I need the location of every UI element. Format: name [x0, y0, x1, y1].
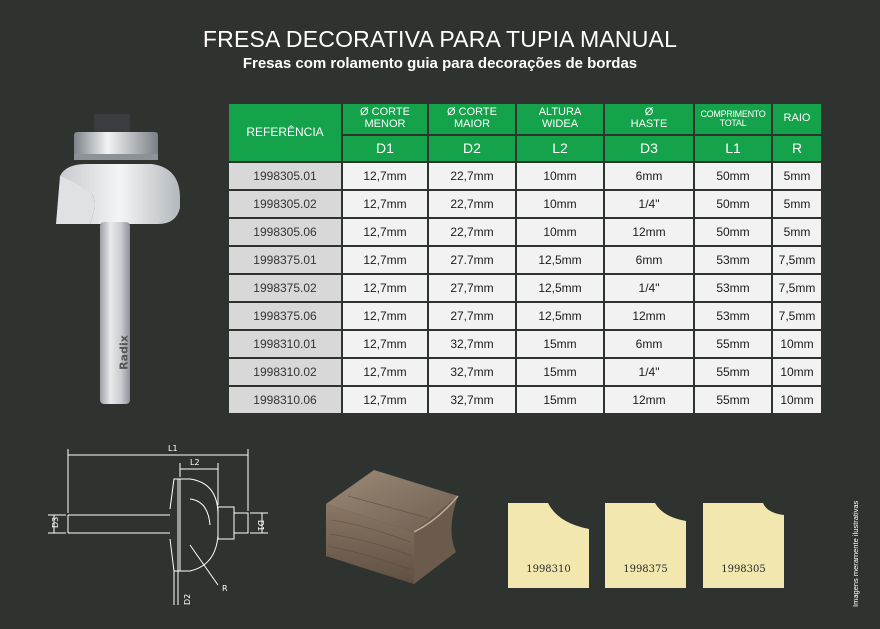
spec-cell-d2: 32,7mm: [429, 359, 515, 385]
header-d1-code: D1: [343, 136, 427, 161]
spec-cell-d2: 22,7mm: [429, 191, 515, 217]
reference-cell: 1998305.01: [229, 163, 341, 189]
spec-cell-l2: 15mm: [517, 387, 603, 413]
table-row: [229, 219, 821, 245]
spec-cell-l1: 53mm: [695, 275, 771, 301]
spec-cell-d3: 12mm: [605, 387, 693, 413]
spec-cell-r: 7,5mm: [773, 275, 821, 301]
spec-cell-d2: 27.7mm: [429, 247, 515, 273]
spec-cell-d2: 32,7mm: [429, 331, 515, 357]
header-d3-label: Ø HASTE: [605, 104, 693, 134]
spec-cell-d2: 27,7mm: [429, 275, 515, 301]
header-d2-label: Ø CORTE MAIOR: [429, 104, 515, 134]
header-d1-label: Ø CORTE MENOR: [343, 104, 427, 134]
header-r-label: RAIO: [773, 104, 821, 134]
header-reference: REFERÊNCIA: [229, 104, 341, 161]
spec-cell-l1: 50mm: [695, 219, 771, 245]
dim-label-r: R: [222, 584, 228, 593]
page-title: FRESA DECORATIVA PARA TUPIA MANUAL: [202, 26, 678, 52]
reference-cell: 1998305.06: [229, 219, 341, 245]
header-d3-code: D3: [605, 136, 693, 161]
profile-card-1998310: [508, 503, 589, 588]
dim-label-d2: D2: [183, 593, 192, 605]
spec-cell-d1: 12,7mm: [343, 247, 427, 273]
profile-code: 1998305: [721, 564, 766, 575]
spec-cell-r: 5mm: [773, 219, 821, 245]
spec-cell-r: 10mm: [773, 359, 821, 385]
spec-cell-r: 7,5mm: [773, 247, 821, 273]
spec-cell-l1: 53mm: [695, 247, 771, 273]
spec-cell-l1: 50mm: [695, 163, 771, 189]
spec-cell-l1: 53mm: [695, 303, 771, 329]
spec-cell-d3: 12mm: [605, 219, 693, 245]
spec-cell-d1: 12,7mm: [343, 303, 427, 329]
reference-cell: 1998375.01: [229, 247, 341, 273]
router-bit-image: [46, 108, 186, 408]
header-l1-code: L1: [695, 136, 771, 161]
reference-cell: 1998305.02: [229, 191, 341, 217]
table-row: [229, 191, 821, 217]
table-row: [229, 359, 821, 385]
reference-cell: 1998375.02: [229, 275, 341, 301]
table-row: [229, 163, 821, 189]
spec-cell-d1: 12,7mm: [343, 191, 427, 217]
brand-label: Radix: [117, 335, 131, 370]
spec-cell-l2: 12,5mm: [517, 275, 603, 301]
spec-cell-r: 10mm: [773, 331, 821, 357]
dim-label-l1: L1: [168, 444, 178, 453]
spec-cell-d2: 22,7mm: [429, 219, 515, 245]
dim-label-d1: D1: [256, 520, 265, 532]
table-row: [229, 275, 821, 301]
spec-cell-l2: 15mm: [517, 359, 603, 385]
spec-cell-d2: 32,7mm: [429, 387, 515, 413]
spec-cell-d1: 12,7mm: [343, 359, 427, 385]
wood-sample-image: [318, 460, 468, 590]
dim-label-d3: D3: [51, 516, 60, 528]
spec-cell-l1: 55mm: [695, 359, 771, 385]
reference-cell: 1998310.01: [229, 331, 341, 357]
table-row: [229, 387, 821, 413]
reference-cell: 1998310.06: [229, 387, 341, 413]
profile-card-1998305: [703, 503, 784, 588]
spec-cell-d1: 12,7mm: [343, 275, 427, 301]
header-r-code: R: [773, 136, 821, 161]
profile-card-1998375: [605, 503, 686, 588]
spec-cell-d3: 12mm: [605, 303, 693, 329]
spec-cell-l1: 55mm: [695, 331, 771, 357]
header-d2-code: D2: [429, 136, 515, 161]
spec-cell-d3: 1/4": [605, 359, 693, 385]
spec-cell-l2: 10mm: [517, 219, 603, 245]
table-row: [229, 247, 821, 273]
spec-cell-l1: 50mm: [695, 191, 771, 217]
spec-cell-d3: 6mm: [605, 163, 693, 189]
spec-cell-d1: 12,7mm: [343, 331, 427, 357]
spec-cell-l2: 10mm: [517, 191, 603, 217]
spec-cell-l2: 15mm: [517, 331, 603, 357]
spec-cell-r: 7,5mm: [773, 303, 821, 329]
table-body: [229, 163, 821, 413]
table-row: [229, 331, 821, 357]
spec-cell-d3: 1/4": [605, 191, 693, 217]
spec-cell-r: 5mm: [773, 191, 821, 217]
spec-cell-d1: 12,7mm: [343, 163, 427, 189]
spec-cell-l1: 55mm: [695, 387, 771, 413]
header-l1-label: COMPRIMENTO TOTAL: [695, 104, 771, 134]
technical-drawing: [40, 435, 290, 620]
spec-cell-d2: 22,7mm: [429, 163, 515, 189]
spec-cell-r: 10mm: [773, 387, 821, 413]
profile-code: 1998310: [526, 564, 571, 575]
spec-cell-d2: 27,7mm: [429, 303, 515, 329]
spec-cell-d1: 12,7mm: [343, 387, 427, 413]
spec-cell-d3: 6mm: [605, 247, 693, 273]
spec-cell-d3: 6mm: [605, 331, 693, 357]
table-row: [229, 303, 821, 329]
header-l2-label: ALTURA WIDEA: [517, 104, 603, 134]
reference-cell: 1998375.06: [229, 303, 341, 329]
spec-cell-l2: 12,5mm: [517, 303, 603, 329]
spec-cell-d1: 12,7mm: [343, 219, 427, 245]
disclaimer-note: Imagens meramente ilustrativas: [851, 500, 860, 607]
spec-cell-l2: 12,5mm: [517, 247, 603, 273]
dim-label-l2: L2: [190, 458, 200, 467]
spec-cell-r: 5mm: [773, 163, 821, 189]
specification-table: [227, 102, 823, 415]
spec-cell-d3: 1/4": [605, 275, 693, 301]
page-subtitle: Fresas com rolamento guia para decorações de bordas: [242, 55, 638, 72]
reference-cell: 1998310.02: [229, 359, 341, 385]
spec-cell-l2: 10mm: [517, 163, 603, 189]
header-l2-code: L2: [517, 136, 603, 161]
profile-code: 1998375: [623, 564, 668, 575]
